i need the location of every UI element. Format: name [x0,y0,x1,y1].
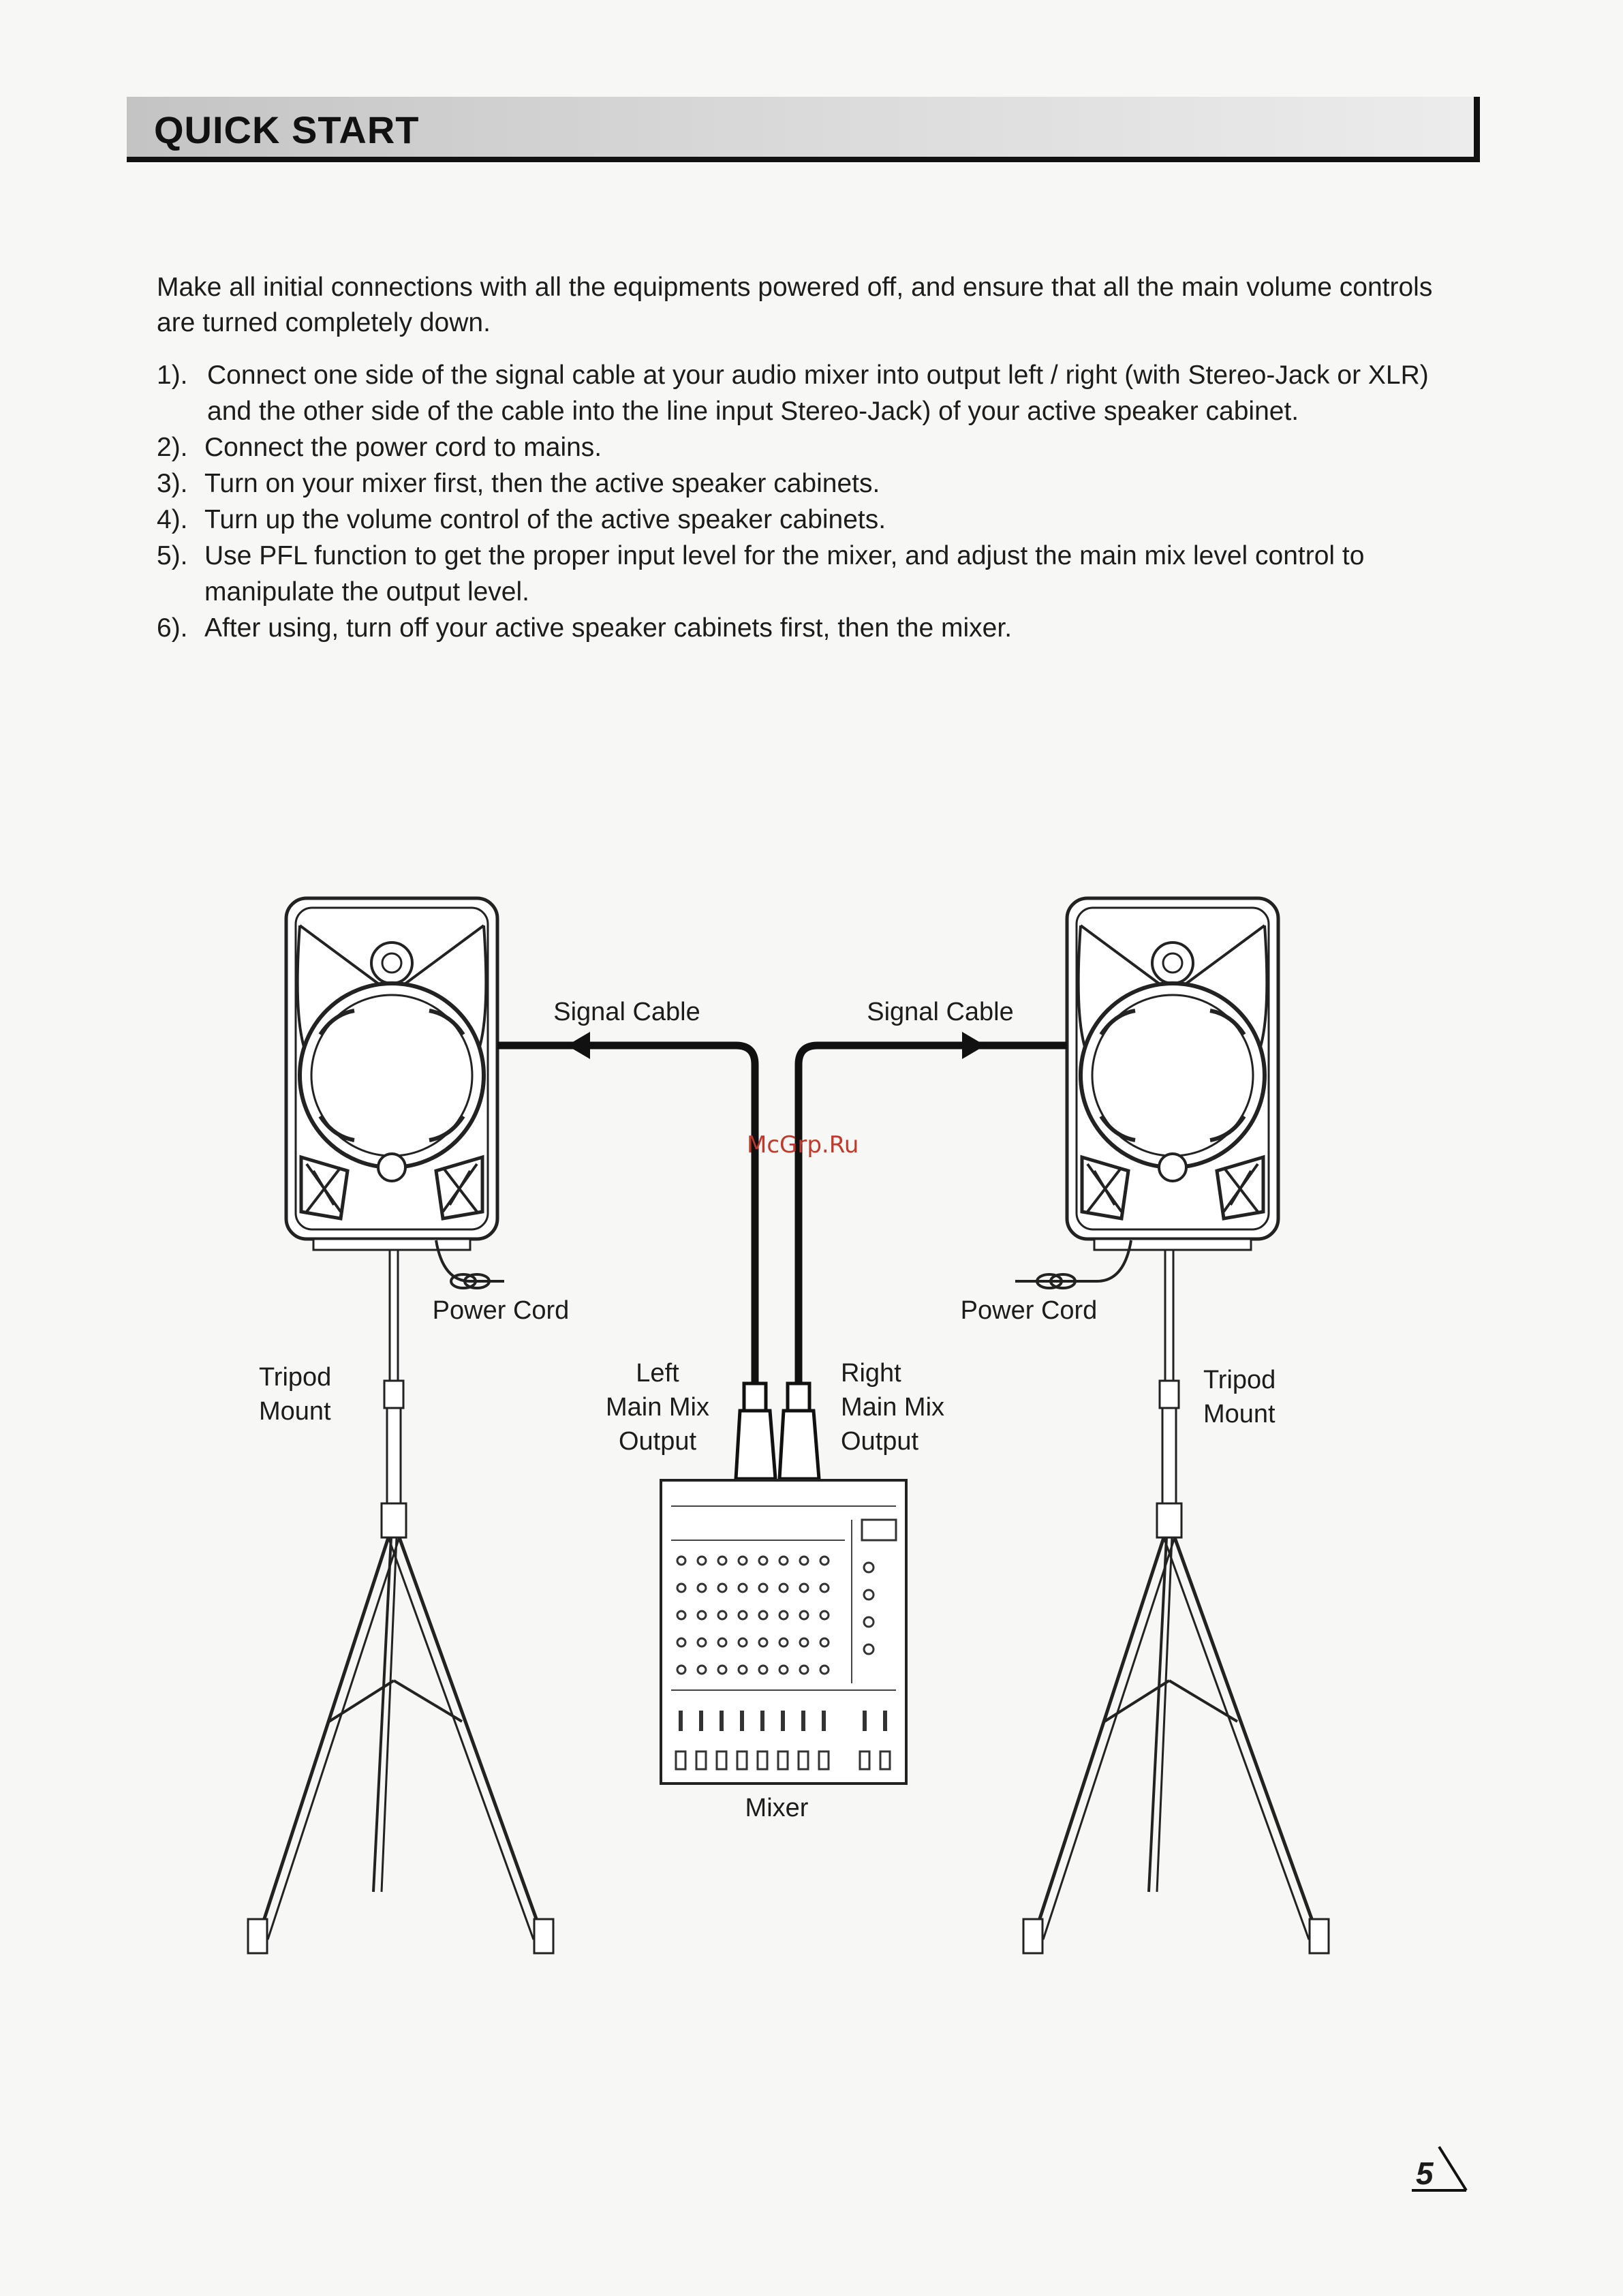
step-text: Connect the power cord to mains. [204,433,602,462]
step-text: Use PFL function to get the proper input level for the mixer, and adjust the main mix level control to manipulate the output level. [204,541,1365,607]
mixer-device [661,1480,906,1784]
signal-cable-label-left: Signal Cable [553,998,700,1026]
tripod-mount-label-left: Tripod Mount [259,1363,332,1426]
step-text: Turn up the volume control of the active speaker cabinets. [204,505,886,534]
left-main-mix-output-label: Left Main Mix Output [605,1359,710,1456]
page-title: QUICK START [154,108,420,151]
right-main-mix-output-label: Right Main Mix Output [841,1359,945,1456]
right-arrow [962,1032,985,1059]
step-number: 5). [157,541,188,570]
step-text: After using, turn off your active speaker cabinets first, then the mixer. [204,613,1013,643]
step-number: 2). [157,433,188,462]
tripod-mount-label-right: Tripod Mount [1203,1366,1276,1428]
right-xlr-connector [779,1383,819,1479]
right-speaker [1067,898,1278,1250]
right-tripod [1023,1244,1329,1953]
watermark: McGrp.Ru [747,1131,859,1159]
right-signal-cable [799,1045,1067,1383]
power-cord-label-right: Power Cord [960,1296,1098,1325]
step-text: Turn on your mixer first, then the active speaker cabinets. [204,469,880,498]
step-number: 6). [157,613,188,643]
page-number [1409,2151,1457,2192]
mixer-label: Mixer [745,1794,809,1822]
step-number: 3). [157,469,188,498]
signal-cable-label-right: Signal Cable [867,998,1014,1026]
intro-paragraph: Make all initial connections with all the equipments powered off, and ensure that all the main volume controls are turned completely down. [157,273,1433,337]
left-speaker [286,898,497,1250]
step-text: Connect one side of the signal cable at your audio mixer into output left / right (with Stereo-Jack or XLR) and the other side of the cable into the line input Stereo-Jack) of your active speaker cabinet. [207,361,1429,426]
left-arrow [567,1032,590,1059]
left-tripod [248,1244,553,1953]
left-signal-cable [497,1045,755,1383]
power-cord-label-left: Power Cord [432,1296,570,1325]
step-number: 1). [157,361,188,390]
page-number-text: 5 [1416,2156,1434,2191]
step-number: 4). [157,505,188,534]
